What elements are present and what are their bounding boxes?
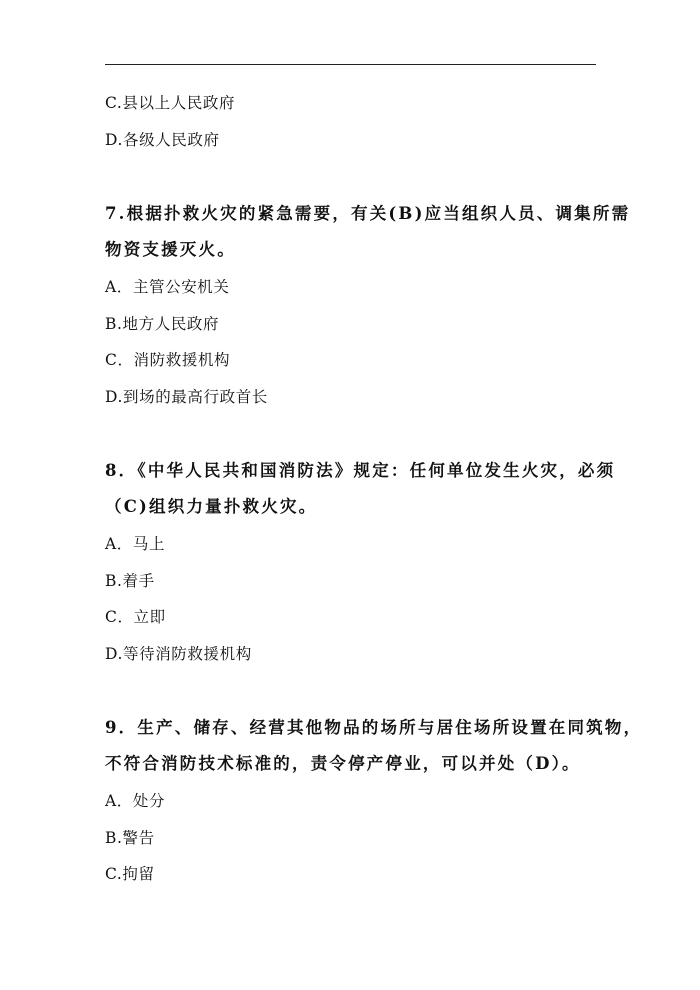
- option-c: C．立即: [105, 608, 166, 626]
- option-c: C.拘留: [105, 865, 155, 883]
- option-a: A．马上: [105, 535, 166, 553]
- question-text-line: （C)组织力量扑救火灾。: [105, 497, 318, 516]
- option-c: C．消防救援机构: [105, 351, 231, 369]
- option-d: D.等待消防救援机构: [105, 645, 252, 663]
- question-text-line: 7.根据扑救火灾的紧急需要，有关(B)应当组织人员、调集所需: [105, 204, 631, 223]
- option-b: B.地方人民政府: [105, 315, 220, 333]
- option-c: C.县以上人民政府: [105, 94, 236, 112]
- option-d: D.到场的最高行政首长: [105, 388, 268, 406]
- option-b: B.警告: [105, 829, 155, 847]
- option-b: B.着手: [105, 572, 155, 590]
- option-d: D.各级人民政府: [105, 131, 220, 149]
- question-text-line: 9．生产、储存、经营其他物品的场所与居住场所设置在同筑物，: [105, 718, 643, 737]
- option-a: A．主管公安机关: [105, 278, 230, 296]
- question-text-line: 物资支援灭火。: [105, 240, 236, 259]
- header-rule: [105, 64, 596, 65]
- question-text-line: 不符合消防技术标准的，责令停产停业，可以并处（D）。: [105, 754, 581, 773]
- question-text-line: 8．《中华人民共和国消防法》规定：任何单位发生火灾，必须: [105, 461, 616, 480]
- option-a: A．处分: [105, 792, 166, 810]
